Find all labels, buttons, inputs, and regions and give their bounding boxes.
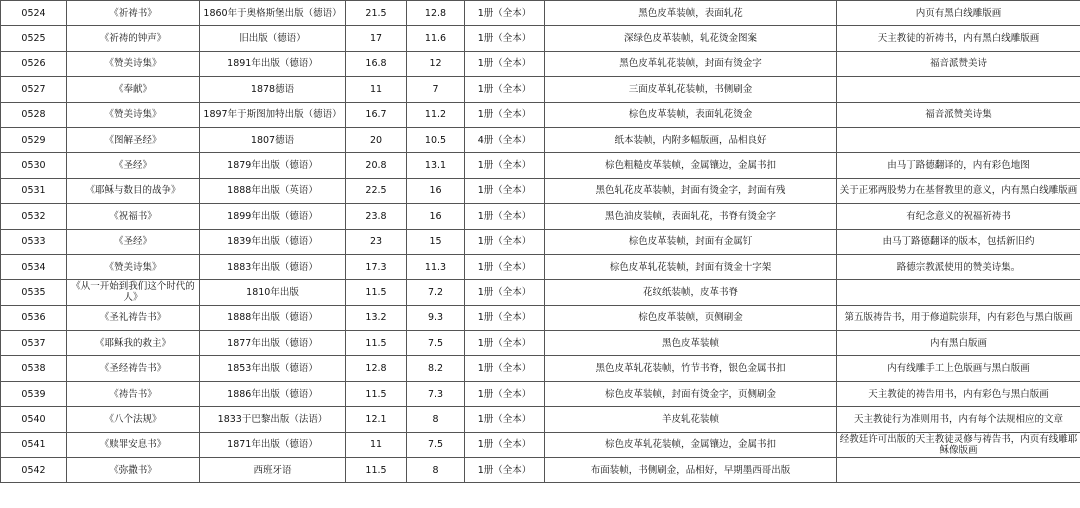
binding-cell: 纸本装帧，内附多幅版画，品相良好: [545, 127, 837, 152]
notes-cell: 内有线雕手工上色版画与黑白版画: [837, 356, 1080, 381]
edition-cell: 1899年出版（德语）: [200, 204, 346, 229]
item-number-cell: 0539: [1, 381, 67, 406]
title-cell: 《圣经祷告书》: [67, 356, 200, 381]
notes-cell: [837, 280, 1080, 305]
width-cell: 12: [407, 51, 465, 76]
item-number-cell: 0529: [1, 127, 67, 152]
notes-cell: 内页有黑白线雕版画: [837, 1, 1080, 26]
notes-cell: 天主教徒的祷告用书，内有彩色与黑白版画: [837, 381, 1080, 406]
width-cell: 12.8: [407, 1, 465, 26]
item-number-cell: 0540: [1, 407, 67, 432]
edition-cell: 1879年出版（德语）: [200, 153, 346, 178]
height-cell: 11.5: [346, 381, 407, 406]
edition-cell: 1878德语: [200, 77, 346, 102]
notes-cell: 由马丁路德翻译的版本，包括新旧约: [837, 229, 1080, 254]
table-row: [1, 432, 1080, 457]
volume-cell: 1册（全本）: [465, 229, 545, 254]
table-row: [1, 51, 1080, 76]
volume-cell: 1册（全本）: [465, 305, 545, 330]
item-number-cell: 0534: [1, 254, 67, 279]
height-cell: 23: [346, 229, 407, 254]
height-cell: 21.5: [346, 1, 407, 26]
catalog-table-body: [1, 1, 1080, 483]
volume-cell: 1册（全本）: [465, 102, 545, 127]
edition-cell: 1871年出版（德语）: [200, 432, 346, 457]
height-cell: 11: [346, 432, 407, 457]
height-cell: 22.5: [346, 178, 407, 203]
width-cell: 7.5: [407, 432, 465, 457]
table-row: [1, 381, 1080, 406]
height-cell: 11: [346, 77, 407, 102]
volume-cell: 1册（全本）: [465, 407, 545, 432]
binding-cell: 棕色皮革轧花装帧，金属镶边，金属书扣: [545, 432, 837, 457]
volume-cell: 1册（全本）: [465, 153, 545, 178]
volume-cell: 1册（全本）: [465, 356, 545, 381]
table-row: [1, 458, 1080, 483]
width-cell: 16: [407, 204, 465, 229]
width-cell: 7: [407, 77, 465, 102]
height-cell: 17.3: [346, 254, 407, 279]
binding-cell: 黑色轧花皮革装帧，封面有烫金字，封面有残: [545, 178, 837, 203]
binding-cell: 棕色皮革装帧，封面有金属钉: [545, 229, 837, 254]
edition-cell: 1883年出版（德语）: [200, 254, 346, 279]
notes-cell: 有纪念意义的祝福祈祷书: [837, 204, 1080, 229]
title-cell: 《赞美诗集》: [67, 102, 200, 127]
binding-cell: 黑色油皮装帧，表面轧花，书脊有烫金字: [545, 204, 837, 229]
volume-cell: 1册（全本）: [465, 280, 545, 305]
edition-cell: 1807德语: [200, 127, 346, 152]
title-cell: 《弥撒书》: [67, 458, 200, 483]
notes-cell: 福音派赞美诗集: [837, 102, 1080, 127]
notes-cell: 由马丁路德翻译的，内有彩色地图: [837, 153, 1080, 178]
title-cell: 《八个法规》: [67, 407, 200, 432]
notes-cell: 经教廷许可出版的天主教徒灵修与祷告书，内页有线雕耶稣像版画: [837, 432, 1080, 457]
height-cell: 12.8: [346, 356, 407, 381]
item-number-cell: 0524: [1, 1, 67, 26]
table-row: [1, 356, 1080, 381]
notes-cell: 第五版祷告书，用于修道院崇拜，内有彩色与黑白版画: [837, 305, 1080, 330]
binding-cell: 棕色皮革装帧，表面轧花烫金: [545, 102, 837, 127]
height-cell: 17: [346, 26, 407, 51]
height-cell: 12.1: [346, 407, 407, 432]
binding-cell: 三面皮革轧花装帧，书侧刷金: [545, 77, 837, 102]
title-cell: 《耶稣我的救主》: [67, 331, 200, 356]
edition-cell: 1888年出版（英语）: [200, 178, 346, 203]
notes-cell: [837, 458, 1080, 483]
width-cell: 11.2: [407, 102, 465, 127]
volume-cell: 1册（全本）: [465, 254, 545, 279]
title-cell: 《祈祷书》: [67, 1, 200, 26]
title-cell: 《赎罪安息书》: [67, 432, 200, 457]
title-cell: 《圣礼祷告书》: [67, 305, 200, 330]
edition-cell: 1897年于斯图加特出版（德语）: [200, 102, 346, 127]
height-cell: 16.8: [346, 51, 407, 76]
edition-cell: 旧出版（德语）: [200, 26, 346, 51]
height-cell: 11.5: [346, 458, 407, 483]
edition-cell: 1891年出版（德语）: [200, 51, 346, 76]
width-cell: 15: [407, 229, 465, 254]
edition-cell: 1853年出版（德语）: [200, 356, 346, 381]
title-cell: 《赞美诗集》: [67, 51, 200, 76]
title-cell: 《祈祷的钟声》: [67, 26, 200, 51]
table-row: [1, 26, 1080, 51]
notes-cell: 关于正邪两股势力在基督教里的意义，内有黑白线雕版画: [837, 178, 1080, 203]
height-cell: 20: [346, 127, 407, 152]
title-cell: 《圣经》: [67, 229, 200, 254]
width-cell: 8: [407, 407, 465, 432]
title-cell: 《从一开始到我们这个时代的人》: [67, 280, 200, 305]
table-row: [1, 204, 1080, 229]
item-number-cell: 0535: [1, 280, 67, 305]
table-row: [1, 280, 1080, 305]
edition-cell: 1877年出版（德语）: [200, 331, 346, 356]
height-cell: 23.8: [346, 204, 407, 229]
table-row: [1, 77, 1080, 102]
title-cell: 《祷告书》: [67, 381, 200, 406]
volume-cell: 1册（全本）: [465, 178, 545, 203]
binding-cell: 黑色皮革装帧，表面轧花: [545, 1, 837, 26]
table-row: [1, 305, 1080, 330]
title-cell: 《祝福书》: [67, 204, 200, 229]
width-cell: 11.6: [407, 26, 465, 51]
width-cell: 8.2: [407, 356, 465, 381]
item-number-cell: 0530: [1, 153, 67, 178]
width-cell: 8: [407, 458, 465, 483]
binding-cell: 布面装帧，书侧刷金，品相好，早期墨西哥出版: [545, 458, 837, 483]
item-number-cell: 0536: [1, 305, 67, 330]
table-row: [1, 127, 1080, 152]
binding-cell: 花纹纸装帧，皮革书脊: [545, 280, 837, 305]
binding-cell: 棕色粗糙皮革装帧，金属镶边，金属书扣: [545, 153, 837, 178]
item-number-cell: 0527: [1, 77, 67, 102]
volume-cell: 1册（全本）: [465, 51, 545, 76]
table-row: [1, 1, 1080, 26]
table-row: [1, 407, 1080, 432]
binding-cell: 黑色皮革轧花装帧，竹节书脊，银色金属书扣: [545, 356, 837, 381]
height-cell: 16.7: [346, 102, 407, 127]
item-number-cell: 0531: [1, 178, 67, 203]
item-number-cell: 0537: [1, 331, 67, 356]
binding-cell: 棕色皮革轧花装帧，封面有烫金十字架: [545, 254, 837, 279]
table-row: [1, 254, 1080, 279]
width-cell: 16: [407, 178, 465, 203]
item-number-cell: 0532: [1, 204, 67, 229]
edition-cell: 西班牙语: [200, 458, 346, 483]
volume-cell: 4册（全本）: [465, 127, 545, 152]
table-row: [1, 178, 1080, 203]
notes-cell: [837, 127, 1080, 152]
height-cell: 11.5: [346, 331, 407, 356]
volume-cell: 1册（全本）: [465, 432, 545, 457]
width-cell: 7.3: [407, 381, 465, 406]
width-cell: 10.5: [407, 127, 465, 152]
item-number-cell: 0525: [1, 26, 67, 51]
title-cell: 《赞美诗集》: [67, 254, 200, 279]
height-cell: 11.5: [346, 280, 407, 305]
item-number-cell: 0541: [1, 432, 67, 457]
notes-cell: [837, 77, 1080, 102]
item-number-cell: 0542: [1, 458, 67, 483]
table-row: [1, 331, 1080, 356]
binding-cell: 深绿色皮革装帧，轧花烫金图案: [545, 26, 837, 51]
title-cell: 《耶稣与数目的战争》: [67, 178, 200, 203]
item-number-cell: 0528: [1, 102, 67, 127]
edition-cell: 1839年出版（德语）: [200, 229, 346, 254]
notes-cell: 天主教徒的祈祷书，内有黑白线雕版画: [837, 26, 1080, 51]
title-cell: 《图解圣经》: [67, 127, 200, 152]
title-cell: 《奉献》: [67, 77, 200, 102]
item-number-cell: 0538: [1, 356, 67, 381]
table-row: [1, 153, 1080, 178]
width-cell: 9.3: [407, 305, 465, 330]
table-row: [1, 102, 1080, 127]
volume-cell: 1册（全本）: [465, 77, 545, 102]
notes-cell: 内有黑白版画: [837, 331, 1080, 356]
volume-cell: 1册（全本）: [465, 1, 545, 26]
table-row: [1, 229, 1080, 254]
volume-cell: 1册（全本）: [465, 331, 545, 356]
volume-cell: 1册（全本）: [465, 458, 545, 483]
height-cell: 20.8: [346, 153, 407, 178]
edition-cell: 1860年于奥格斯堡出版（德语）: [200, 1, 346, 26]
edition-cell: 1810年出版: [200, 280, 346, 305]
binding-cell: 黑色皮革轧花装帧，封面有烫金字: [545, 51, 837, 76]
item-number-cell: 0533: [1, 229, 67, 254]
notes-cell: 福音派赞美诗: [837, 51, 1080, 76]
notes-cell: 路德宗教派使用的赞美诗集。: [837, 254, 1080, 279]
edition-cell: 1886年出版（德语）: [200, 381, 346, 406]
height-cell: 13.2: [346, 305, 407, 330]
volume-cell: 1册（全本）: [465, 26, 545, 51]
edition-cell: 1888年出版（德语）: [200, 305, 346, 330]
width-cell: 7.5: [407, 331, 465, 356]
volume-cell: 1册（全本）: [465, 204, 545, 229]
edition-cell: 1833于巴黎出版（法语）: [200, 407, 346, 432]
notes-cell: 天主教徒行为准则用书，内有每个法规相应的文章: [837, 407, 1080, 432]
width-cell: 7.2: [407, 280, 465, 305]
binding-cell: 羊皮轧花装帧: [545, 407, 837, 432]
title-cell: 《圣经》: [67, 153, 200, 178]
binding-cell: 黑色皮革装帧: [545, 331, 837, 356]
width-cell: 11.3: [407, 254, 465, 279]
volume-cell: 1册（全本）: [465, 381, 545, 406]
binding-cell: 棕色皮革装帧，封面有烫金字，页侧刷金: [545, 381, 837, 406]
item-number-cell: 0526: [1, 51, 67, 76]
binding-cell: 棕色皮革装帧，页侧刷金: [545, 305, 837, 330]
width-cell: 13.1: [407, 153, 465, 178]
